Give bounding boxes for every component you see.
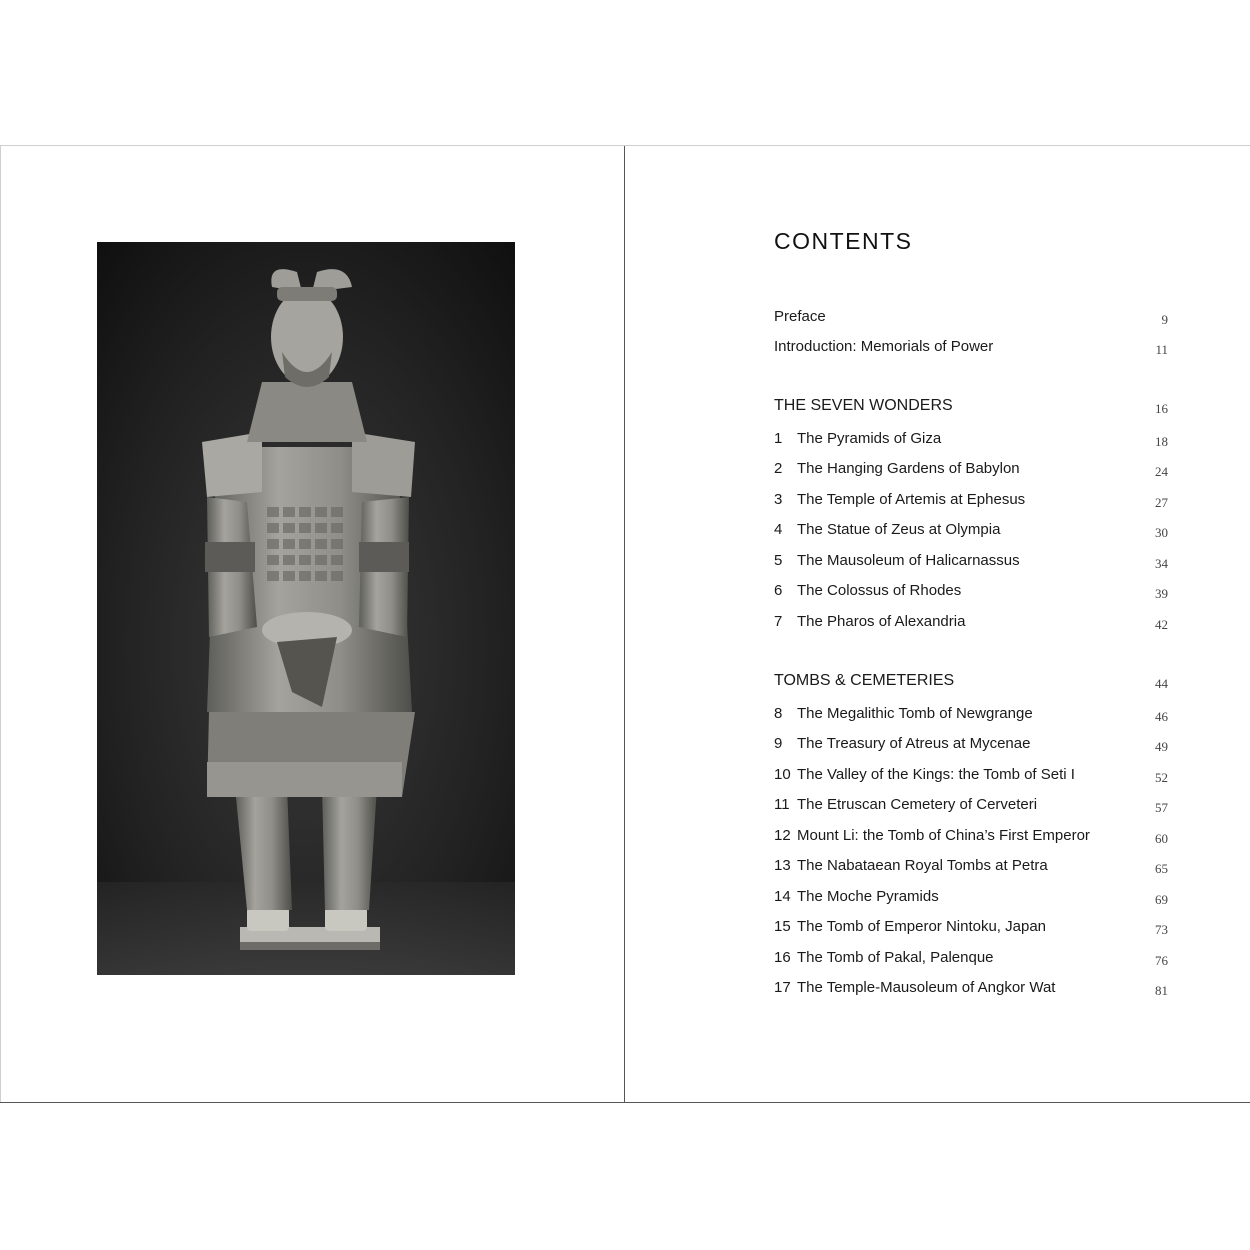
toc-entry-number: 10	[774, 766, 791, 783]
toc-section-tombs-cemeteries[interactable]	[774, 670, 1168, 692]
toc-entry[interactable]	[774, 611, 1168, 633]
toc-page-number: 52	[1155, 770, 1168, 785]
toc-entry-number: 15	[774, 918, 791, 935]
toc-entry-title: The Pyramids of Giza	[797, 430, 942, 447]
toc-entry-title: The Colossus of Rhodes	[797, 582, 962, 599]
toc-page-number: 65	[1155, 861, 1168, 876]
toc-section-seven-wonders[interactable]	[774, 395, 1168, 417]
toc-entry[interactable]	[774, 458, 1168, 480]
toc-entry[interactable]	[774, 703, 1168, 725]
toc-page-number: 69	[1155, 892, 1168, 907]
toc-section-heading: THE SEVEN WONDERS	[774, 397, 953, 414]
toc-entry-number: 13	[774, 857, 791, 874]
toc-page-number: 76	[1155, 953, 1168, 968]
toc-entry-title: The Statue of Zeus at Olympia	[797, 521, 1001, 538]
toc-page-number: 57	[1155, 800, 1168, 815]
toc-page-number: 24	[1155, 464, 1168, 479]
toc-entry[interactable]	[774, 855, 1168, 877]
contents-title: CONTENTS	[774, 228, 913, 254]
terracotta-warrior-photo	[97, 242, 515, 975]
toc-entry-title: The Pharos of Alexandria	[797, 613, 966, 630]
toc-entry-title: The Etruscan Cemetery of Cerveteri	[797, 796, 1038, 813]
toc-entry[interactable]	[774, 947, 1168, 969]
toc-entry-title: The Treasury of Atreus at Mycenae	[797, 735, 1031, 752]
toc-entry-number: 17	[774, 979, 791, 996]
toc-entry-title: The Megalithic Tomb of Newgrange	[797, 705, 1033, 722]
toc-entry-title: The Moche Pyramids	[797, 888, 939, 905]
toc-page-number: 42	[1155, 617, 1168, 632]
toc-entry-number: 11	[774, 796, 790, 813]
toc-page-number: 27	[1155, 495, 1168, 510]
toc-entry-number: 9	[774, 735, 783, 752]
toc-page-number: 73	[1155, 922, 1168, 937]
left-page	[0, 146, 624, 1102]
toc-entry[interactable]	[774, 733, 1168, 755]
toc-entry-title: The Temple of Artemis at Ephesus	[797, 491, 1026, 508]
toc-entry-number: 14	[774, 888, 791, 905]
toc-section-heading: TOMBS & CEMETERIES	[774, 672, 955, 689]
toc-entry-number: 3	[774, 491, 783, 508]
toc-entry-title: The Mausoleum of Halicarnassus	[797, 552, 1020, 569]
toc-entry[interactable]	[774, 580, 1168, 602]
toc-page-number: 9	[1161, 312, 1168, 327]
toc-entry-number: 16	[774, 949, 791, 966]
toc-entry-number: 5	[774, 552, 783, 569]
toc-entry[interactable]	[774, 489, 1168, 511]
toc-entry-title: The Tomb of Emperor Nintoku, Japan	[797, 918, 1047, 935]
toc-page-number: 60	[1155, 831, 1168, 846]
toc-entry[interactable]	[774, 764, 1168, 786]
toc-entry-preface[interactable]	[774, 306, 1168, 328]
toc-entry-number: 6	[774, 582, 783, 599]
toc-entry-number: 4	[774, 521, 783, 538]
toc-page-number: 44	[1155, 676, 1168, 691]
toc-entry-title: Introduction: Memorials of Power	[774, 338, 994, 355]
right-page	[625, 146, 1250, 1102]
toc-entry[interactable]	[774, 428, 1168, 450]
toc-entry[interactable]	[774, 977, 1168, 999]
toc-entry-title: The Tomb of Pakal, Palenque	[797, 949, 994, 966]
toc-entry[interactable]	[774, 519, 1168, 541]
toc-entry-number: 2	[774, 460, 783, 477]
toc-page-number: 81	[1155, 983, 1168, 998]
toc-entry[interactable]	[774, 794, 1168, 816]
toc-entry-title: The Valley of the Kings: the Tomb of Seti I	[797, 766, 1075, 783]
toc-page-number: 16	[1155, 401, 1168, 416]
toc-entry-title: Mount Li: the Tomb of China’s First Emperor	[797, 827, 1090, 844]
toc-entry-title: The Hanging Gardens of Babylon	[797, 460, 1020, 477]
toc-entry[interactable]	[774, 550, 1168, 572]
toc-entry-introduction[interactable]	[774, 336, 1168, 358]
toc-page-number: 30	[1155, 525, 1168, 540]
toc-page-number: 11	[1155, 342, 1168, 357]
toc-page-number: 46	[1155, 709, 1168, 724]
toc-entry-title: Preface	[774, 308, 826, 325]
toc-entry-number: 1	[774, 430, 783, 447]
toc-entry-number: 7	[774, 613, 783, 630]
book-spread	[0, 145, 1250, 1103]
toc-entry-title: The Nabataean Royal Tombs at Petra	[797, 857, 1048, 874]
toc-entry[interactable]	[774, 825, 1168, 847]
toc-entry-number: 8	[774, 705, 783, 722]
toc-entry[interactable]	[774, 886, 1168, 908]
toc-entry-number: 12	[774, 827, 791, 844]
toc-page-number: 34	[1155, 556, 1168, 571]
toc-page-number: 39	[1155, 586, 1168, 601]
toc-page-number: 49	[1155, 739, 1168, 754]
toc-page-number: 18	[1155, 434, 1168, 449]
toc-entry[interactable]	[774, 916, 1168, 938]
toc-entry-title: The Temple-Mausoleum of Angkor Wat	[797, 979, 1056, 996]
